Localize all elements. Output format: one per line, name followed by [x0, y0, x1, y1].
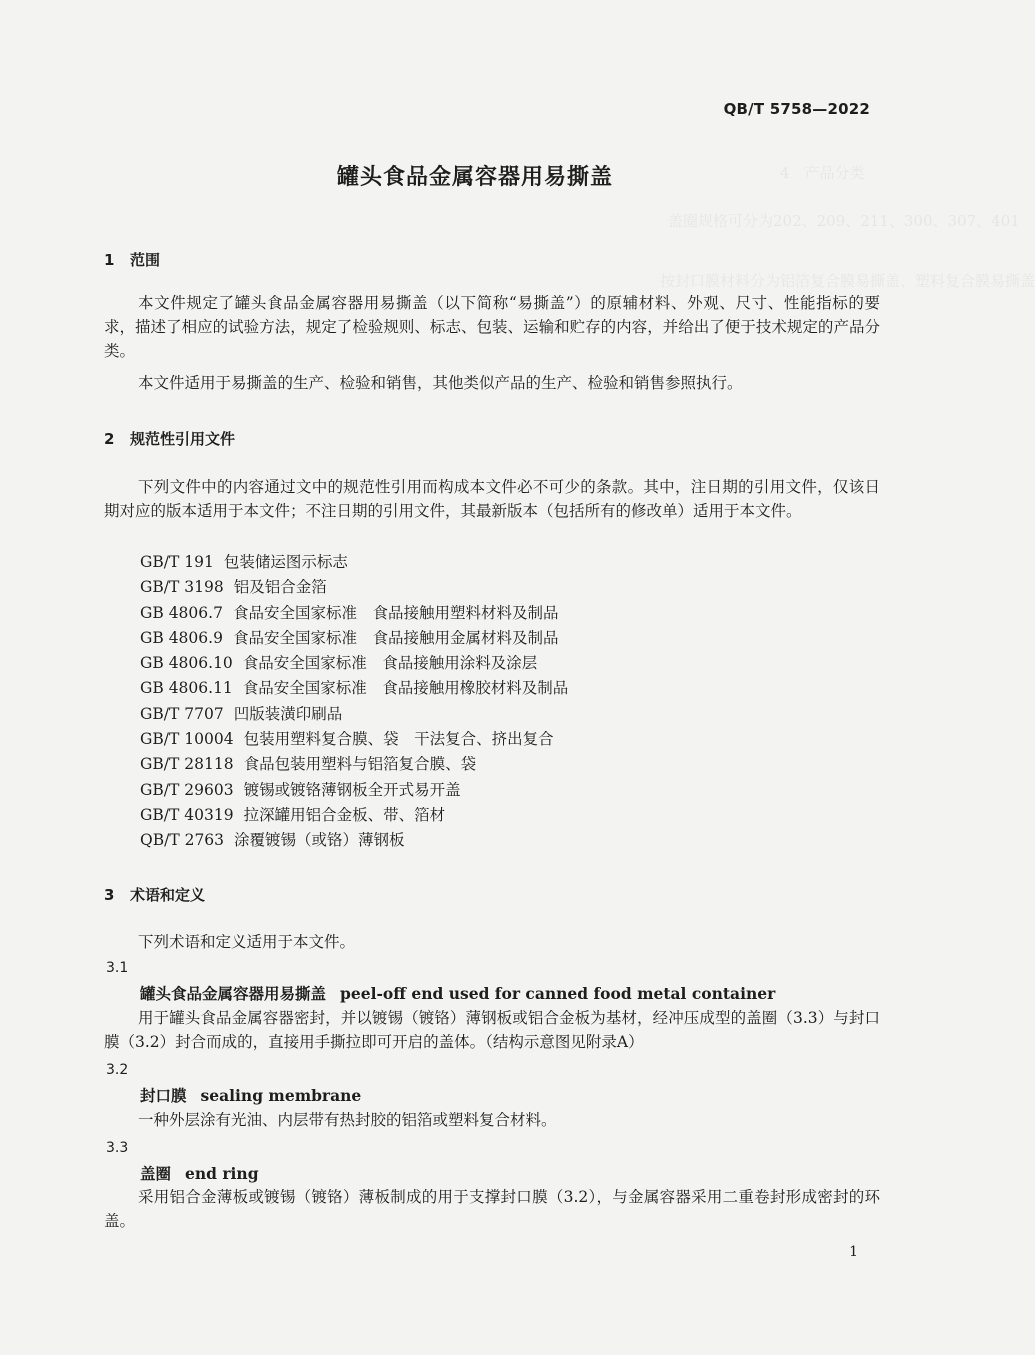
- reference-item: [140, 676, 568, 701]
- reference-title: 拉深罐用铝合金板、带、箔材: [243, 805, 446, 824]
- document-title: 罐头食品金属容器用易撕盖: [336, 165, 613, 190]
- reference-code: GB/T 191: [140, 553, 214, 571]
- reference-title: 包装储运图示标志: [223, 553, 348, 571]
- reference-code: GB/T 3198: [140, 578, 224, 597]
- section-title: 范围: [130, 251, 161, 269]
- reference-item: [140, 550, 568, 575]
- reference-title: 包装用塑料复合膜、袋 干法复合、挤出复合: [243, 730, 554, 749]
- reference-item: [140, 626, 568, 651]
- reference-title: 食品安全国家标准 食品接触用橡胶材料及制品: [242, 679, 569, 698]
- term-number: 3.1: [106, 960, 129, 976]
- term-title: [140, 1084, 361, 1106]
- section-number: 1: [104, 251, 115, 269]
- bleed-through-text: 4 产品分类: [780, 164, 865, 182]
- term-zh: 封口膜: [140, 1086, 187, 1105]
- term-zh: 罐头食品金属容器用易撕盖: [140, 984, 327, 1003]
- reference-item: [140, 828, 568, 853]
- section-title: 规范性引用文件: [130, 430, 236, 448]
- term-en: peel-off end used for canned food metal container: [340, 984, 776, 1003]
- section-number: 3: [104, 886, 115, 904]
- reference-title: 食品安全国家标准 食品接触用涂料及涂层: [242, 654, 538, 673]
- reference-item: [140, 778, 568, 803]
- scope-paragraph-1: 本文件规定了罐头食品金属容器用易撕盖（以下简称“易撕盖”）的原辅材料、外观、尺寸、性能指标的要求，描述了相应的试验方法，规定了检验规则、标志、包装、运输和贮存的内容，并给出了便于技术规定的产品分类。: [104, 294, 880, 360]
- page-number: 1: [849, 1244, 858, 1260]
- reference-item: [140, 575, 568, 600]
- reference-title: 涂覆镀锡（或铬）薄钢板: [234, 831, 405, 850]
- bleed-through-text: 盖圈规格可分为202、209、211、300、307、401: [668, 212, 1020, 230]
- term-zh: 盖圈: [140, 1164, 172, 1183]
- term-number: 3.2: [106, 1062, 129, 1078]
- bleed-through-text: 按封口膜材料分为铝箔复合膜易撕盖、塑料复合膜易撕盖: [660, 272, 1035, 290]
- term-title: [140, 982, 775, 1004]
- section-2-heading: [104, 428, 235, 449]
- reference-item: [140, 601, 568, 626]
- reference-code: GB 4806.7: [140, 603, 223, 622]
- reference-title: 凹版装潢印刷品: [233, 704, 343, 723]
- reference-code: QB/T 2763: [140, 831, 225, 850]
- reference-title: 食品安全国家标准 食品接触用金属材料及制品: [232, 628, 559, 647]
- reference-item: [140, 803, 568, 828]
- reference-code: GB/T 10004: [140, 730, 234, 749]
- term-number: 3.3: [106, 1140, 129, 1156]
- term-en: sealing membrane: [200, 1086, 362, 1105]
- reference-code: GB/T 29603: [140, 780, 234, 799]
- term-definition: 用于罐头食品金属容器密封，并以镀锡（镀铬）薄钢板或铝合金板为基材，经冲压成型的盖圈（3.3）与封口膜（3.2）封合而成的，直接用手撕拉即可开启的盖体。（结构示意图见附录A）: [104, 1009, 880, 1051]
- section-number: 2: [104, 430, 115, 448]
- reference-code: GB 4806.9: [140, 628, 223, 647]
- reference-code: GB/T 40319: [140, 805, 234, 824]
- reference-item: [140, 752, 568, 777]
- reference-title: 食品安全国家标准 食品接触用塑料材料及制品: [232, 603, 559, 622]
- reference-code: GB 4806.10: [140, 654, 233, 673]
- section-title: 术语和定义: [130, 886, 206, 904]
- reference-code: GB 4806.11: [140, 679, 233, 698]
- reference-title: 镀锡或镀铬薄钢板全开式易开盖: [243, 780, 461, 799]
- section-1-heading: [104, 249, 160, 270]
- document-code: QB/T 5758—2022: [723, 100, 870, 118]
- reference-item: [140, 702, 568, 727]
- term-title: [140, 1162, 259, 1184]
- reference-list: [140, 550, 568, 854]
- term-definition: 一种外层涂有光油、内层带有热封胶的铝箔或塑料复合材料。: [138, 1111, 557, 1129]
- reference-title: 食品包装用塑料与铝箔复合膜、袋: [243, 755, 477, 774]
- reference-code: GB/T 28118: [140, 755, 234, 774]
- terms-intro: 下列术语和定义适用于本文件。: [138, 933, 356, 951]
- section-3-heading: [104, 884, 205, 905]
- reference-item: [140, 727, 568, 752]
- term-definition: 采用铝合金薄板或镀锡（镀铬）薄板制成的用于支撑封口膜（3.2），与金属容器采用二重卷封形成密封的环盖。: [104, 1188, 880, 1230]
- term-en: end ring: [185, 1164, 259, 1183]
- reference-code: GB/T 7707: [140, 704, 224, 723]
- scope-paragraph-2: 本文件适用于易撕盖的生产、检验和销售，其他类似产品的生产、检验和销售参照执行。: [138, 374, 743, 392]
- normative-references-intro: 下列文件中的内容通过文中的规范性引用而构成本文件必不可少的条款。其中，注日期的引用文件，仅该日期对应的版本适用于本文件；不注日期的引用文件，其最新版本（包括所有的修改单）适用于本文件。: [104, 478, 880, 520]
- reference-title: 铝及铝合金箔: [233, 578, 327, 597]
- reference-item: [140, 651, 568, 676]
